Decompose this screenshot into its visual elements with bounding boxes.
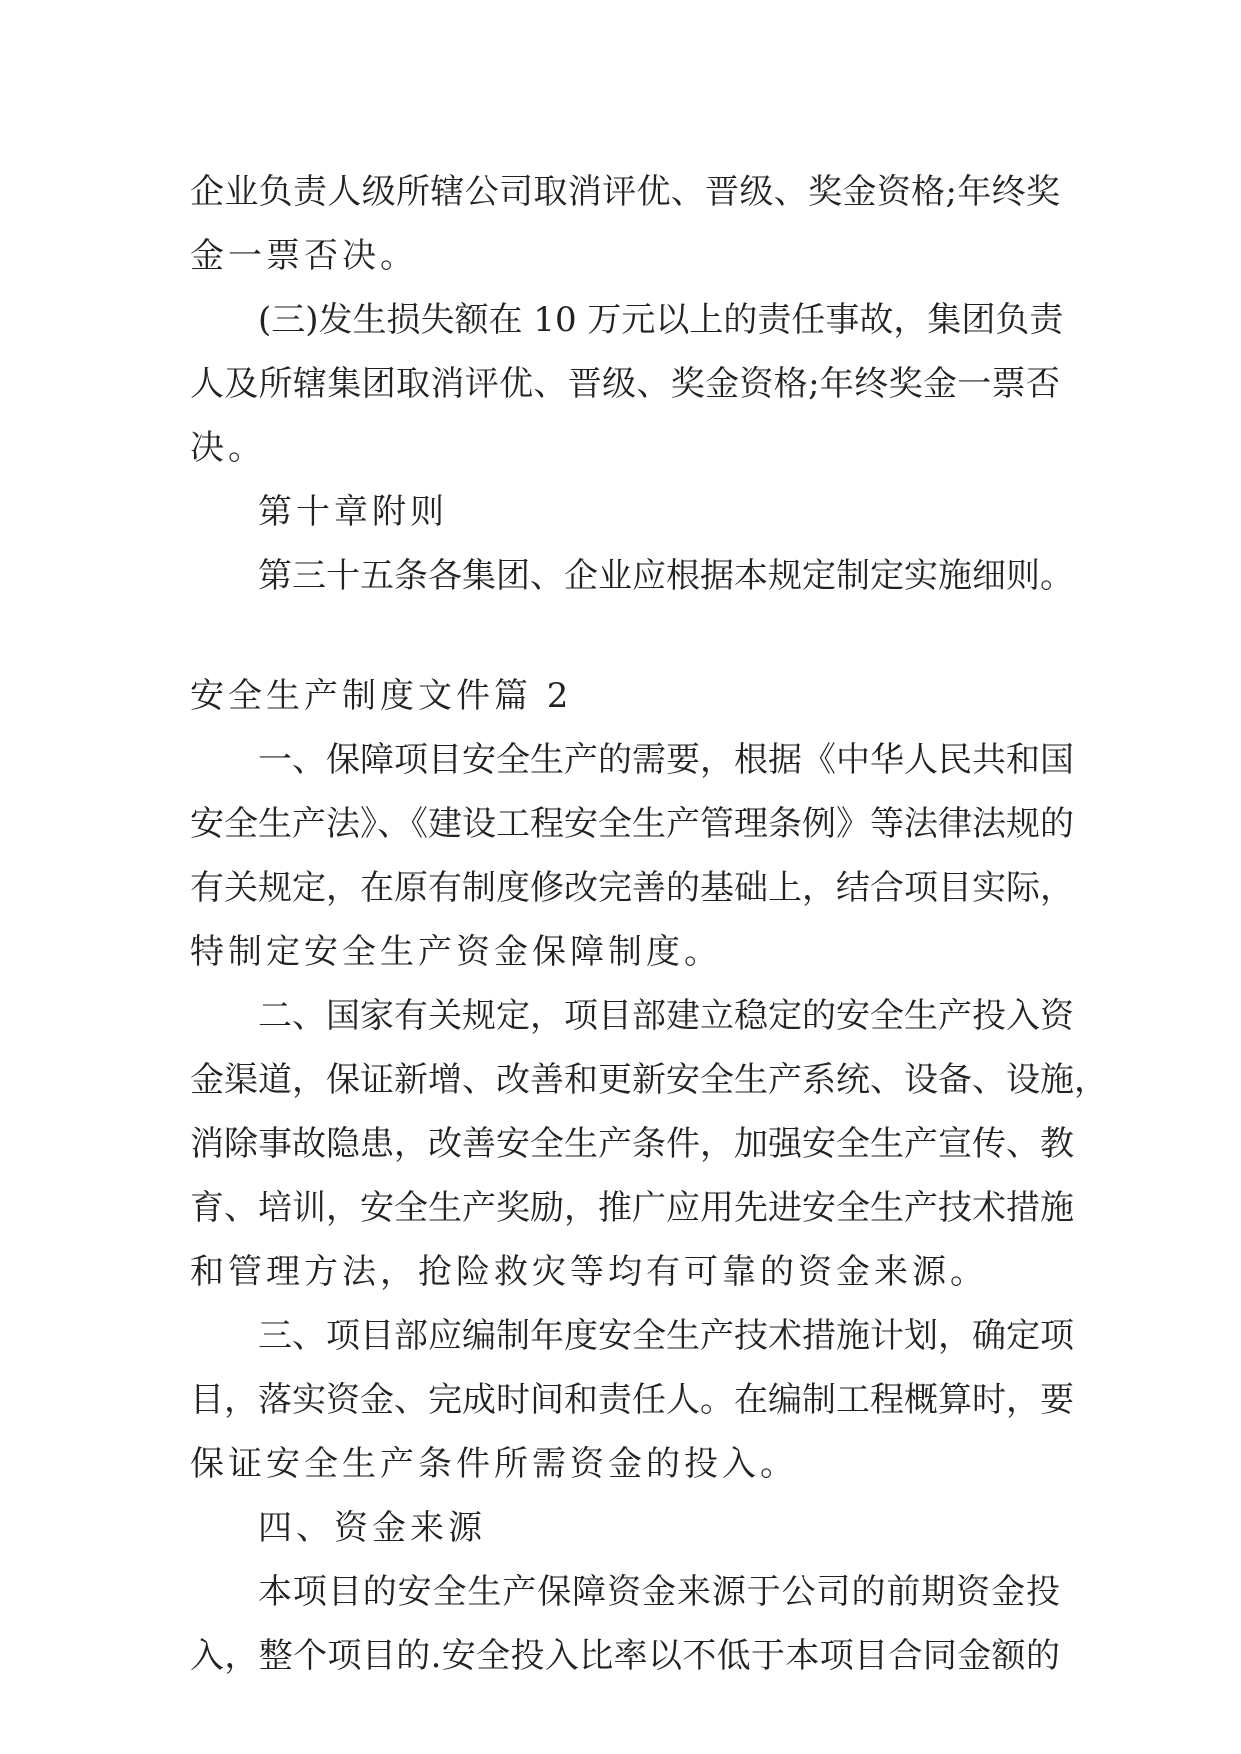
text-line: 本项目的安全生产保障资金来源于公司的前期资金投 [258, 1572, 1060, 1612]
text-line: 第三十五条各集团、企业应根据本规定制定实施细则。 [258, 556, 1074, 596]
text-line: 和管理方法，抢险救灾等均有可靠的资金来源。 [190, 1252, 988, 1292]
text-line: 三、项目部应编制年度安全生产技术措施计划，确定项 [258, 1316, 1074, 1356]
section-gap [190, 608, 1060, 664]
text-line: 金渠道，保证新增、改善和更新安全生产系统、设备、设施， [190, 1060, 1108, 1100]
text-line: 入，整个项目的.安全投入比率以不低于本项目合同金额的 [190, 1636, 1060, 1676]
text-line: 二、国家有关规定，项目部建立稳定的安全生产投入资 [258, 996, 1074, 1036]
text-line: 有关规定，在原有制度修改完善的基础上，结合项目实际， [190, 868, 1074, 908]
chapter-heading: 第十章附则 [258, 492, 448, 532]
text-line: 一、保障项目安全生产的需要，根据《中华人民共和国 [258, 740, 1074, 780]
text-line: (三)发生损失额在 10 万元以上的责任事故，集团负责 [258, 300, 1064, 340]
text-line: 特制定安全生产资金保障制度。 [190, 932, 722, 972]
text-line: 保证安全生产条件所需资金的投入。 [190, 1444, 798, 1484]
text-line: 安全生产法》、《建设工程安全生产管理条例》等法律法规的 [190, 804, 1074, 844]
text-line: 决。 [190, 428, 266, 468]
text-line: 金一票否决。 [190, 236, 418, 276]
text-line: 人及所辖集团取消评优、晋级、奖金资格;年终奖金一票否 [190, 364, 1060, 404]
text-line: 育、培训，安全生产奖励，推广应用先进安全生产技术措施 [190, 1188, 1074, 1228]
text-line: 目，落实资金、完成时间和责任人。在编制工程概算时，要 [190, 1380, 1074, 1420]
text-line: 企业负责人级所辖公司取消评优、晋级、奖金资格;年终奖 [190, 172, 1061, 212]
text-line: 四、资金来源 [258, 1508, 486, 1548]
text-line: 消除事故隐患，改善安全生产条件，加强安全生产宣传、教 [190, 1124, 1074, 1164]
section-title: 安全生产制度文件篇 2 [190, 676, 573, 716]
document-body [190, 160, 1108, 1688]
